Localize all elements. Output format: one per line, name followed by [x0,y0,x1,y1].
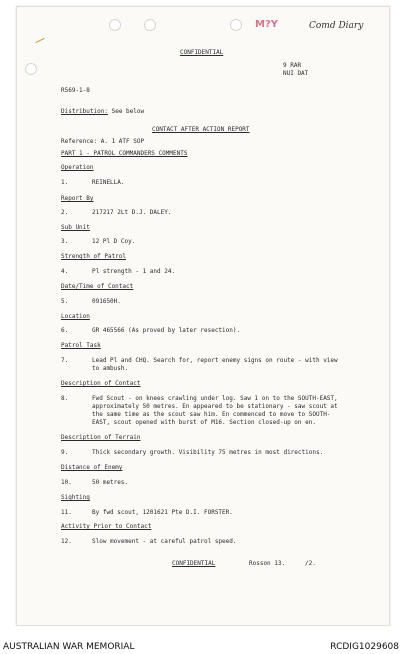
section-number: 5. [61,298,69,305]
top-confidential: CONFIDENTIAL [180,49,224,56]
section-number: 8. [61,395,69,402]
part-title: PART 1 - PATROL COMMANDERS COMMENTS [61,150,188,157]
punch-hole [144,19,156,31]
section-number: 4. [61,268,69,275]
bottom-confidential: CONFIDENTIAL [172,560,216,567]
document-page [16,6,390,626]
punch-hole [230,19,242,31]
section-text: 12 Pl D Coy. [92,238,136,245]
unit-line-2: NUI DAT [283,70,309,77]
section-heading: Activity Prior to Contact [61,523,152,530]
section-heading: Date/Time of Contact [61,283,134,290]
section-text: the same time as the scout saw him. En commenced to move to SOUTH- [92,411,331,418]
section-heading: Report By [61,195,94,202]
section-heading: Description of Contact [61,380,141,387]
section-number: 11. [61,509,72,516]
distribution-line [61,108,144,115]
punch-hole [109,19,121,31]
section-text: 091650H. [92,298,121,305]
section-heading: Operation [61,164,94,171]
section-heading: Strength of Patrol [61,253,127,260]
section-text: approximately 50 metres. En appeared to be stationary - saw scout at [92,403,338,410]
section-text: Pl strength - 1 and 24. [92,268,176,275]
section-text: REINELLA. [92,179,125,186]
section-number: 12. [61,538,72,545]
section-number: 2. [61,209,69,216]
distribution-label: Distribution: [61,108,108,115]
section-number: 10. [61,479,72,486]
report-title: CONTACT AFTER ACTION REPORT [152,126,250,133]
page-continuation: /2. [305,560,316,567]
section-text: to ambush. [92,365,129,372]
section-text: By fwd scout, 1201621 Pte D.I. FORSTER. [92,509,233,516]
section-heading: Distance of Enemy [61,464,123,471]
file-reference: R569-1-8 [61,87,90,94]
section-text: Slow movement - at careful patrol speed. [92,538,237,545]
unit-line-1: 9 RAR [283,62,302,69]
section-text: 50 metres. [92,479,129,486]
punch-hole [25,63,37,75]
section-number: 9. [61,449,69,456]
footer-source: AUSTRALIAN WAR MEMORIAL [3,642,135,652]
section-text: GR 465566 (As proved by later resection). [92,327,241,334]
section-heading: Sighting [61,494,90,501]
date-stamp: M?Y [255,19,278,30]
handwritten-note: Comd Diary [309,21,364,31]
section-number: 7. [61,357,69,364]
bottom-reference: Rosson 13. [249,560,286,567]
section-number: 3. [61,238,69,245]
section-heading: Location [61,313,90,320]
section-text: 217217 2Lt D.J. DALEY. [92,209,172,216]
section-text: Fwd Scout - on knees crawling under log. Saw 1 on to the SOUTH-EAST, [92,395,338,402]
section-heading: Patrol Task [61,342,101,349]
section-text: Lead Pl and CHQ. Search for, report enemy signs on route - with view [92,357,338,364]
pencil-mark [35,38,44,43]
section-heading: Description of Terrain [61,434,141,441]
section-number: 1. [61,179,69,186]
reference-line: Reference: A. 1 ATF SOP [61,138,145,145]
distribution-value: See below [111,108,145,115]
footer-record-id: RCDIG1029608 [330,642,399,652]
section-text: Thick secondary growth. Visibility 75 metres in most directions. [92,449,324,456]
section-text: EAST, scout opened with burst of M16. Section closed-up on en. [92,419,316,426]
section-heading: Sub Unit [61,224,90,231]
section-number: 6. [61,327,69,334]
